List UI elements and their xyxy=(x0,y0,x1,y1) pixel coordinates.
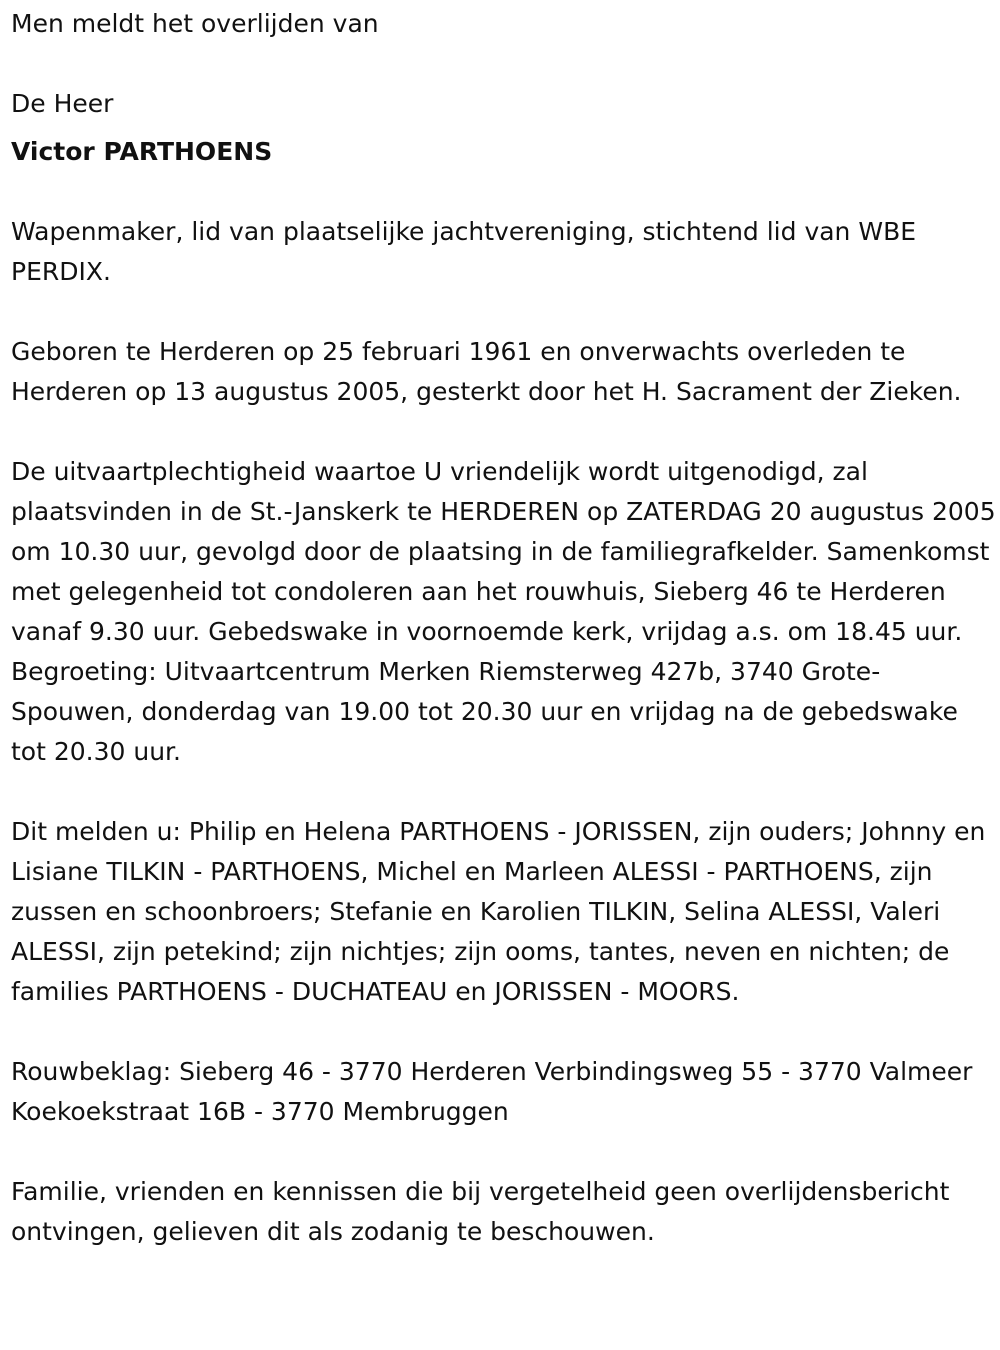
occupation-paragraph: Wapenmaker, lid van plaatselijke jachtvereniging, stichtend lid van WBE PERDIX. xyxy=(11,217,917,286)
mourning-addresses: Rouwbeklag: Sieberg 46 - 3770 Herderen Verbindingsweg 55 - 3770 Valmeer Koekoekstraat 16B - 3770 Membruggen xyxy=(11,1057,973,1126)
death-notice xyxy=(11,4,996,1252)
intro-text: Men meldt het overlijden van xyxy=(11,9,379,38)
spacer xyxy=(11,412,996,452)
deceased-name: Victor PARTHOENS xyxy=(11,137,273,166)
salutation: De Heer xyxy=(11,89,114,118)
spacer xyxy=(11,292,996,332)
spacer xyxy=(11,1132,996,1172)
family-paragraph: Dit melden u: Philip en Helena PARTHOENS - JORISSEN, zijn ouders; Johnny en Lisiane TILKIN - PARTHOENS, Michel en Marleen ALESSI - PARTHOENS, zijn zussen en schoonbroers; Stefanie en Karolien TILKIN, Selina ALESSI, Valeri ALESSI, zijn petekind; zijn nichtjes; zijn ooms, tantes, neven en nichten; de families PARTHOENS - DUCHATEAU en JORISSEN - MOORS. xyxy=(11,817,986,1006)
spacer xyxy=(11,1012,996,1052)
spacer xyxy=(11,172,996,212)
closing-paragraph: Familie, vrienden en kennissen die bij vergetelheid geen overlijdensbericht ontvingen, gelieven dit als zodanig te beschouwen. xyxy=(11,1177,950,1246)
spacer xyxy=(11,772,996,812)
birth-death-paragraph: Geboren te Herderen op 25 februari 1961 en onverwachts overleden te Herderen op 13 augustus 2005, gesterkt door het H. Sacrament der Zieken. xyxy=(11,337,962,406)
funeral-paragraph: De uitvaartplechtigheid waartoe U vriendelijk wordt uitgenodigd, zal plaatsvinden in de St.-Janskerk te HERDEREN op ZATERDAG 20 augustus 2005 om 10.30 uur, gevolgd door de plaatsing in de familiegrafkelder. Samenkomst met gelegenheid tot condoleren aan het rouwhuis, Sieberg 46 te Herderen vanaf 9.30 uur. Gebedswake in voornoemde kerk, vrijdag a.s. om 18.45 uur. Begroeting: Uitvaartcentrum Merken Riemsterweg 427b, 3740 Grote-Spouwen, donderdag van 19.00 tot 20.30 uur en vrijdag na de gebedswake tot 20.30 uur. xyxy=(11,457,996,766)
spacer xyxy=(11,44,996,84)
